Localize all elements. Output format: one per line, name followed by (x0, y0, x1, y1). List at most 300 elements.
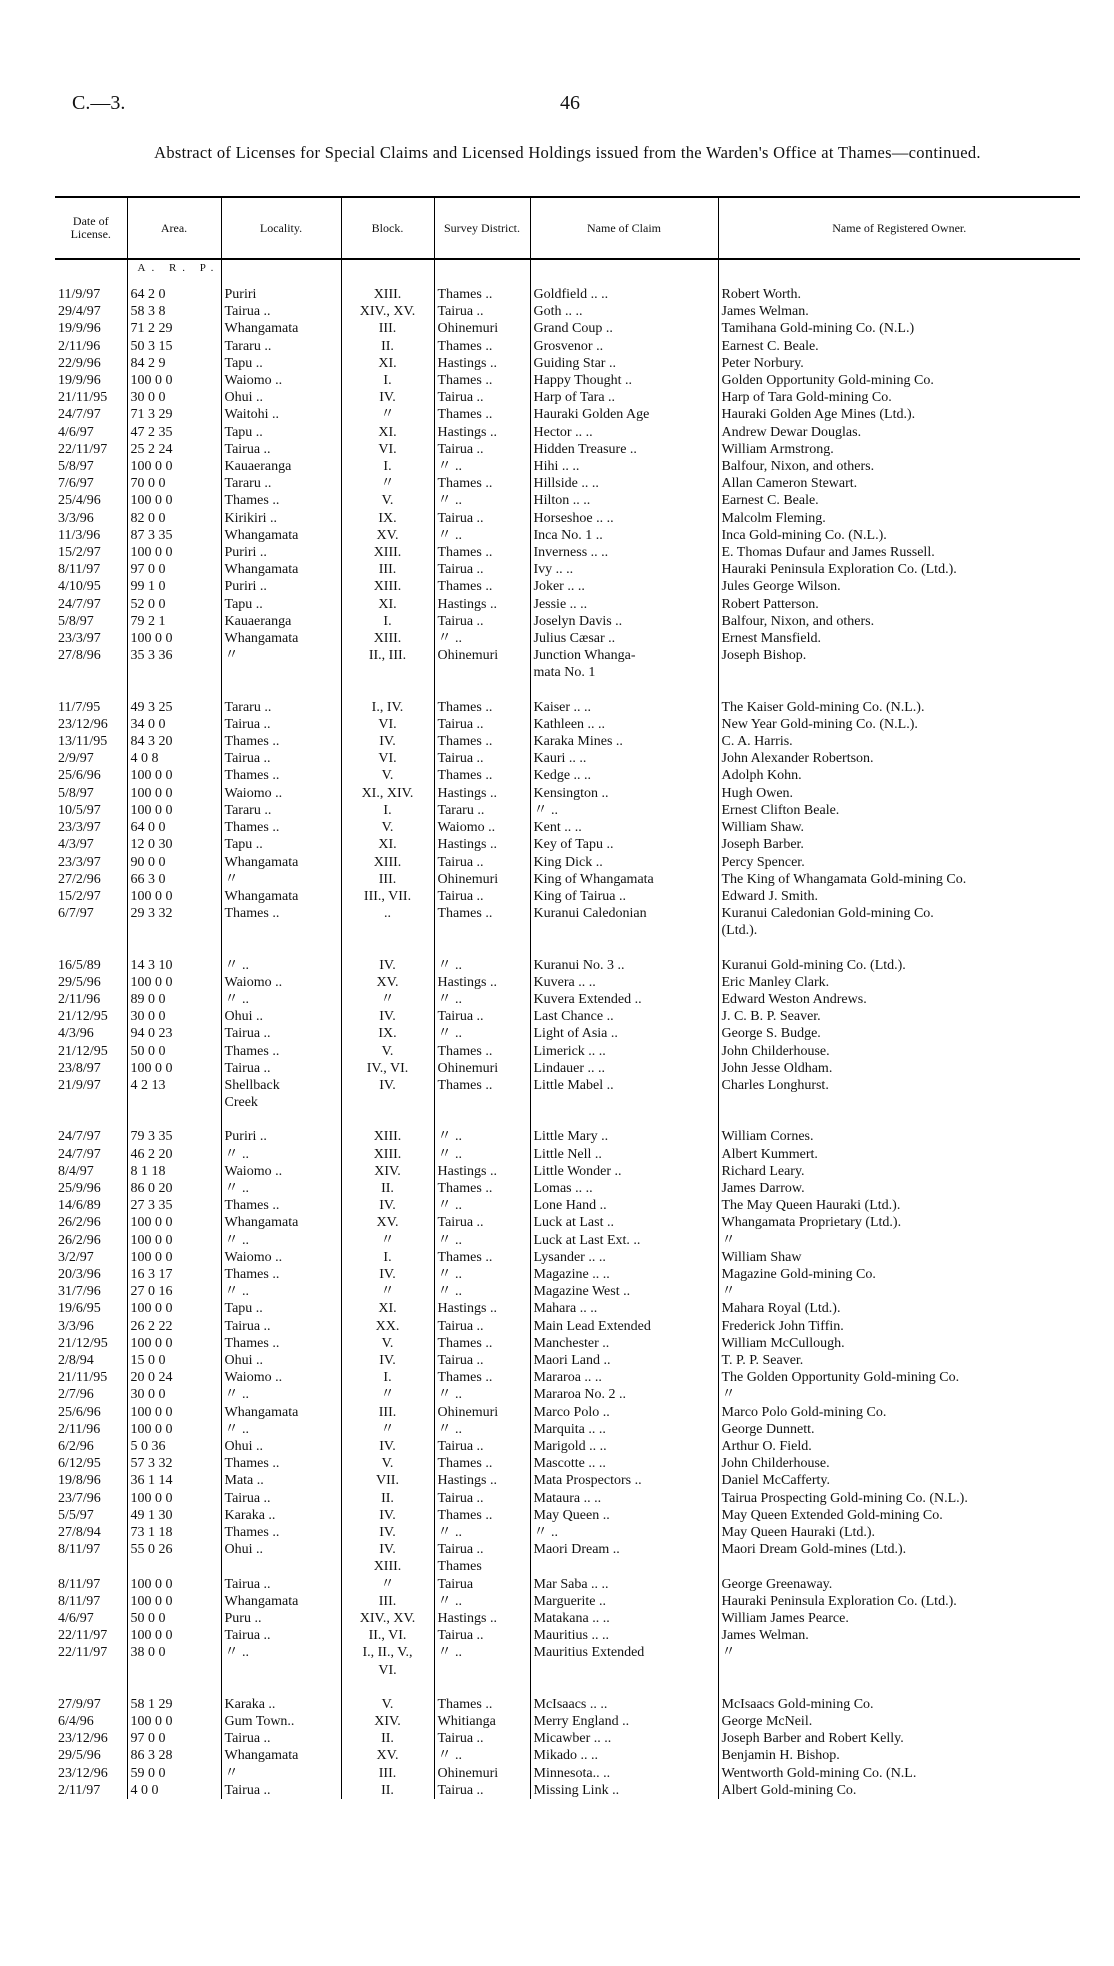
table-row (55, 475, 1080, 492)
locality-cell: Waiomo .. (221, 785, 341, 802)
license-date-cell: 23/3/97 (55, 854, 127, 871)
survey-district-cell: 〃 .. (434, 991, 530, 1008)
locality-cell (221, 682, 341, 699)
registered-owner-cell: Balfour, Nixon, and others. (721, 613, 875, 629)
area-cell (127, 1558, 221, 1575)
claim-name-cell: Inca No. 1 .. (530, 527, 718, 544)
area-cell: 100 0 0 (127, 1249, 221, 1266)
license-date-cell: 25/6/96 (55, 1404, 127, 1421)
table-row (55, 1369, 1080, 1386)
survey-district-cell: Tairua .. (434, 1782, 530, 1799)
registered-owner-cell: Albert Gold-mining Co. (721, 1782, 857, 1798)
locality-cell: Thames .. (221, 1524, 341, 1541)
locality-cell: Whangamata (221, 1747, 341, 1764)
registered-owner-cell: Balfour, Nixon, and others. (721, 459, 875, 475)
registered-owner-cell (718, 1679, 1080, 1696)
claim-name-cell: Hillside .. .. (530, 475, 718, 492)
area-cell: 84 2 9 (127, 355, 221, 372)
claim-name-cell: Manchester .. (530, 1335, 718, 1352)
registered-owner-cell: C. A. Harris. (721, 734, 793, 750)
claim-name-cell (530, 922, 718, 939)
survey-district-cell: Tairua .. (434, 1318, 530, 1335)
table-row (55, 1111, 1080, 1128)
area-cell: 70 0 0 (127, 475, 221, 492)
registered-owner-cell: Mahara Royal (Ltd.). (721, 1301, 841, 1317)
survey-district-cell: Hastings .. (434, 1300, 530, 1317)
table-row (55, 1696, 1080, 1713)
license-date-cell: 29/5/96 (55, 1747, 127, 1764)
area-cell: 100 0 0 (127, 1713, 221, 1730)
survey-district-cell: Hastings .. (434, 1610, 530, 1627)
locality-cell: Thames .. (221, 1455, 341, 1472)
license-date-cell: 8/11/97 (55, 1593, 127, 1610)
block-cell: VI. (341, 716, 434, 733)
area-cell: 79 2 1 (127, 613, 221, 630)
license-date-cell: 15/2/97 (55, 888, 127, 905)
license-date-cell: 26/2/96 (55, 1232, 127, 1249)
block-cell: V. (341, 1043, 434, 1060)
area-cell: 100 0 0 (127, 1593, 221, 1610)
claim-name-cell: Minnesota.. .. (530, 1765, 718, 1782)
block-cell: XV. (341, 527, 434, 544)
locality-cell: Tairua .. (221, 1490, 341, 1507)
registered-owner-cell: George McNeil. (721, 1714, 813, 1730)
table-row (55, 458, 1080, 475)
area-cell: 58 3 8 (127, 303, 221, 320)
locality-cell: Ohui .. (221, 1541, 341, 1558)
registered-owner-cell: James Darrow. (721, 1180, 805, 1196)
area-cell: 100 0 0 (127, 630, 221, 647)
table-row (55, 1146, 1080, 1163)
locality-cell: Waitohi .. (221, 406, 341, 423)
area-cell: 71 3 29 (127, 406, 221, 423)
license-date-cell: 15/2/97 (55, 544, 127, 561)
locality-cell (221, 922, 341, 939)
license-date-cell: 25/4/96 (55, 492, 127, 509)
table-row (55, 1335, 1080, 1352)
area-cell: 87 3 35 (127, 527, 221, 544)
registered-owner-cell (718, 1111, 1080, 1128)
claim-name-cell: Magazine West .. (530, 1283, 718, 1300)
table-row (55, 1576, 1080, 1593)
column-header-locality: Locality. (221, 197, 341, 259)
survey-district-cell (434, 1111, 530, 1128)
block-cell: 〃 (341, 1386, 434, 1403)
locality-cell: Tararu .. (221, 699, 341, 716)
table-row (55, 716, 1080, 733)
area-cell: 100 0 0 (127, 1232, 221, 1249)
claim-name-cell: Marquita .. .. (530, 1421, 718, 1438)
registered-owner-cell: Kuranui Gold-mining Co. (Ltd.). (721, 957, 906, 973)
area-cell: 86 0 20 (127, 1180, 221, 1197)
claim-name-cell: Mahara .. .. (530, 1300, 718, 1317)
claim-name-cell: Little Mary .. (530, 1128, 718, 1145)
area-cell: 84 3 20 (127, 733, 221, 750)
license-date-cell (55, 1094, 127, 1111)
claim-name-cell (530, 1679, 718, 1696)
survey-district-cell: 〃 .. (434, 1266, 530, 1283)
area-cell: 100 0 0 (127, 1576, 221, 1593)
table-row (55, 1163, 1080, 1180)
claim-name-cell: Kuranui No. 3 .. (530, 957, 718, 974)
area-cell: 30 0 0 (127, 1008, 221, 1025)
survey-district-cell: Tairua .. (434, 1214, 530, 1231)
license-date-cell: 3/2/97 (55, 1249, 127, 1266)
area-cell: 66 3 0 (127, 871, 221, 888)
survey-district-cell: Tairua .. (434, 1008, 530, 1025)
locality-cell: Thames .. (221, 1197, 341, 1214)
table-row (55, 544, 1080, 561)
registered-owner-cell: May Queen Hauraki (Ltd.). (721, 1525, 876, 1541)
survey-district-cell: Thames .. (434, 372, 530, 389)
block-cell: IV. (341, 1352, 434, 1369)
registered-owner-cell: John Childerhouse. (721, 1043, 830, 1059)
block-cell: XI. (341, 836, 434, 853)
license-date-cell: 23/12/96 (55, 1730, 127, 1747)
block-cell: I. (341, 613, 434, 630)
license-date-cell: 26/2/96 (55, 1214, 127, 1231)
registered-owner-cell: Charles Longhurst. (721, 1077, 829, 1093)
claim-name-cell: Lindauer .. .. (530, 1060, 718, 1077)
table-row (55, 1386, 1080, 1403)
survey-district-cell: Tairua .. (434, 1490, 530, 1507)
license-date-cell: 11/9/97 (55, 286, 127, 303)
claim-name-cell: Lone Hand .. (530, 1197, 718, 1214)
registered-owner-cell: 〃 (721, 1645, 736, 1661)
column-header-area: Area. (127, 197, 221, 259)
area-cell: 55 0 26 (127, 1541, 221, 1558)
registered-owner-cell: Hauraki Peninsula Exploration Co. (Ltd.). (721, 562, 957, 578)
area-cell: 71 2 29 (127, 320, 221, 337)
locality-cell: Thames .. (221, 1266, 341, 1283)
area-cell (127, 1679, 221, 1696)
area-cell: 30 0 0 (127, 389, 221, 406)
block-cell: XIII. (341, 1128, 434, 1145)
locality-cell: Puriri .. (221, 1128, 341, 1145)
block-cell: XX. (341, 1318, 434, 1335)
claim-name-cell (530, 1662, 718, 1679)
claim-name-cell: Limerick .. .. (530, 1043, 718, 1060)
survey-district-cell: 〃 .. (434, 1421, 530, 1438)
area-cell: 50 0 0 (127, 1610, 221, 1627)
license-date-cell: 24/7/97 (55, 1146, 127, 1163)
survey-district-cell (434, 922, 530, 939)
claim-name-cell: Kuranui Caledonian (530, 905, 718, 922)
license-date-cell: 22/11/97 (55, 441, 127, 458)
license-date-cell (55, 1111, 127, 1128)
locality-cell: Tapu .. (221, 1300, 341, 1317)
survey-district-cell: 〃 .. (434, 957, 530, 974)
registered-owner-cell: Adolph Kohn. (721, 768, 802, 784)
table-row (55, 1043, 1080, 1060)
survey-district-cell: Thames .. (434, 578, 530, 595)
area-cell (127, 940, 221, 957)
claim-name-cell: Marco Polo .. (530, 1404, 718, 1421)
registered-owner-cell: J. C. B. P. Seaver. (721, 1009, 821, 1025)
license-date-cell: 4/6/97 (55, 1610, 127, 1627)
registered-owner-cell: Eric Manley Clark. (721, 974, 830, 990)
survey-district-cell: 〃 .. (434, 1283, 530, 1300)
block-cell: 〃 (341, 991, 434, 1008)
block-cell: IX. (341, 1025, 434, 1042)
survey-district-cell: Thames .. (434, 1369, 530, 1386)
block-cell: VII. (341, 1472, 434, 1489)
claim-name-cell: Horseshoe .. .. (530, 510, 718, 527)
survey-district-cell: 〃 .. (434, 1524, 530, 1541)
table-row (55, 1558, 1080, 1575)
registered-owner-cell: Malcolm Fleming. (721, 510, 826, 526)
claim-name-cell: Matakana .. .. (530, 1610, 718, 1627)
locality-cell: Waiomo .. (221, 1163, 341, 1180)
table-row (55, 1662, 1080, 1679)
claim-name-cell: Marigold .. .. (530, 1438, 718, 1455)
table-row (55, 630, 1080, 647)
survey-district-cell: Thames .. (434, 733, 530, 750)
survey-district-cell: Tairua .. (434, 613, 530, 630)
claim-name-cell: Julius Cæsar .. (530, 630, 718, 647)
area-cell: 59 0 0 (127, 1765, 221, 1782)
document-code: C.—3. (72, 92, 126, 114)
area-cell: 100 0 0 (127, 544, 221, 561)
locality-cell (221, 664, 341, 681)
block-cell: XIV. (341, 1713, 434, 1730)
claim-name-cell: Karaka Mines .. (530, 733, 718, 750)
locality-cell: Whangamata (221, 320, 341, 337)
license-date-cell: 27/2/96 (55, 871, 127, 888)
license-date-cell: 6/4/96 (55, 1713, 127, 1730)
registered-owner-cell: Ernest Mansfield. (721, 631, 822, 647)
area-cell: 86 3 28 (127, 1747, 221, 1764)
claim-name-cell: Hauraki Golden Age (530, 406, 718, 423)
registered-owner-cell: George S. Budge. (721, 1026, 821, 1042)
area-cell: 25 2 24 (127, 441, 221, 458)
locality-cell: Ohui .. (221, 389, 341, 406)
table-row (55, 320, 1080, 337)
license-date-cell: 8/11/97 (55, 1576, 127, 1593)
license-date-cell: 21/9/97 (55, 1077, 127, 1094)
block-cell (341, 1094, 434, 1111)
registered-owner-cell: Hauraki Golden Age Mines (Ltd.). (721, 407, 916, 423)
locality-cell (221, 1662, 341, 1679)
table-row (55, 510, 1080, 527)
registered-owner-cell (718, 1662, 1080, 1679)
block-cell: XI. (341, 355, 434, 372)
locality-cell: Whangamata (221, 1593, 341, 1610)
registered-owner-cell: Hauraki Peninsula Exploration Co. (Ltd.). (721, 1593, 957, 1609)
survey-district-cell: Ohinemuri (434, 320, 530, 337)
block-cell (341, 940, 434, 957)
block-cell: XV. (341, 1214, 434, 1231)
block-cell: III. (341, 1765, 434, 1782)
registered-owner-cell: E. Thomas Dufaur and James Russell. (721, 545, 935, 561)
block-cell: V. (341, 1335, 434, 1352)
block-cell (341, 922, 434, 939)
claim-name-cell: Lysander .. .. (530, 1249, 718, 1266)
table-row (55, 1765, 1080, 1782)
block-cell: XIV., XV. (341, 303, 434, 320)
area-cell: 79 3 35 (127, 1128, 221, 1145)
area-cell: 64 0 0 (127, 819, 221, 836)
license-date-cell: 23/12/96 (55, 1765, 127, 1782)
area-cell: 100 0 0 (127, 1060, 221, 1077)
area-cell: 82 0 0 (127, 510, 221, 527)
block-cell: V. (341, 767, 434, 784)
table-row (55, 1713, 1080, 1730)
license-date-cell: 4/3/97 (55, 836, 127, 853)
claim-name-cell: 〃 .. (530, 802, 718, 819)
license-date-cell: 5/8/97 (55, 613, 127, 630)
license-date-cell (55, 1558, 127, 1575)
survey-district-cell: Waiomo .. (434, 819, 530, 836)
table-header (55, 197, 1080, 259)
claim-name-cell: King of Tairua .. (530, 888, 718, 905)
block-cell: III. (341, 320, 434, 337)
table-row (55, 836, 1080, 853)
locality-cell: Kauaeranga (221, 458, 341, 475)
block-cell: I. (341, 802, 434, 819)
claim-name-cell: Mararoa No. 2 .. (530, 1386, 718, 1403)
survey-district-cell: Hastings .. (434, 596, 530, 613)
registered-owner-cell: William Shaw (721, 1249, 802, 1265)
claim-name-cell: Joselyn Davis .. (530, 613, 718, 630)
license-date-cell: 2/11/96 (55, 1421, 127, 1438)
license-date-cell: 21/12/95 (55, 1008, 127, 1025)
locality-cell: Tairua .. (221, 1730, 341, 1747)
area-cell: 100 0 0 (127, 458, 221, 475)
block-cell: XIII. (341, 286, 434, 303)
block-cell: XIII. (341, 544, 434, 561)
claim-name-cell: Lomas .. .. (530, 1180, 718, 1197)
locality-cell: 〃 (221, 871, 341, 888)
license-date-cell: 11/7/95 (55, 699, 127, 716)
registered-owner-cell: Richard Leary. (721, 1163, 805, 1179)
table-row (55, 1610, 1080, 1627)
block-cell: 〃 (341, 406, 434, 423)
area-cell: 14 3 10 (127, 957, 221, 974)
area-cell: 12 0 30 (127, 836, 221, 853)
table-row (55, 1077, 1080, 1094)
license-date-cell: 2/7/96 (55, 1386, 127, 1403)
survey-district-cell: Thames .. (434, 1180, 530, 1197)
registered-owner-cell: John Jesse Oldham. (721, 1060, 833, 1076)
locality-cell: Kauaeranga (221, 613, 341, 630)
table-row (55, 1438, 1080, 1455)
locality-cell: Shellback (221, 1077, 341, 1094)
registered-owner-cell: Frederick John Tiffin. (721, 1318, 844, 1334)
survey-district-cell: Tairua (434, 1576, 530, 1593)
claim-name-cell: Ivy .. .. (530, 561, 718, 578)
registered-owner-cell (718, 1094, 1080, 1111)
area-cell: 57 3 32 (127, 1455, 221, 1472)
license-date-cell: 4/10/95 (55, 578, 127, 595)
table-row (55, 1352, 1080, 1369)
license-date-cell: 5/5/97 (55, 1507, 127, 1524)
registered-owner-cell (718, 1558, 1080, 1575)
license-date-cell: 27/8/96 (55, 647, 127, 664)
area-cell: 50 0 0 (127, 1043, 221, 1060)
block-cell: VI. (341, 750, 434, 767)
block-cell: XV. (341, 1747, 434, 1764)
block-cell: XI. (341, 596, 434, 613)
locality-cell: Whangamata (221, 854, 341, 871)
table-row (55, 682, 1080, 699)
locality-cell: 〃 (221, 647, 341, 664)
claim-name-cell: Little Nell .. (530, 1146, 718, 1163)
table-row (55, 1128, 1080, 1145)
license-date-cell: 6/7/97 (55, 905, 127, 922)
block-cell: II. (341, 1730, 434, 1747)
area-cell: 5 0 36 (127, 1438, 221, 1455)
block-cell: I. (341, 1369, 434, 1386)
block-cell: XI. (341, 1300, 434, 1317)
table-row (55, 1232, 1080, 1249)
table-row (55, 1008, 1080, 1025)
area-cell: 16 3 17 (127, 1266, 221, 1283)
table-row (55, 1730, 1080, 1747)
table-row (55, 750, 1080, 767)
table-row (55, 922, 1080, 939)
claim-name-cell: Hidden Treasure .. (530, 441, 718, 458)
block-cell (341, 1111, 434, 1128)
area-cell: 97 0 0 (127, 1730, 221, 1747)
block-cell: I., IV. (341, 699, 434, 716)
locality-cell: 〃 .. (221, 1180, 341, 1197)
locality-cell: Tapu .. (221, 355, 341, 372)
claim-name-cell: Mascotte .. .. (530, 1455, 718, 1472)
registered-owner-cell: McIsaacs Gold-mining Co. (721, 1696, 874, 1712)
registered-owner-cell: Benjamin H. Bishop. (721, 1748, 840, 1764)
locality-cell: Tairua .. (221, 303, 341, 320)
block-cell: IV. (341, 1197, 434, 1214)
table-row (55, 338, 1080, 355)
registered-owner-cell (718, 664, 1080, 681)
registered-owner-cell: Tairua Prospecting Gold-mining Co. (N.L.). (721, 1490, 968, 1506)
survey-district-cell: Hastings .. (434, 355, 530, 372)
table-row (55, 905, 1080, 922)
claim-name-cell: Little Wonder .. (530, 1163, 718, 1180)
license-date-cell: 25/6/96 (55, 767, 127, 784)
locality-cell: Thames .. (221, 1335, 341, 1352)
claim-name-cell (530, 940, 718, 957)
block-cell: XV. (341, 974, 434, 991)
claim-name-cell: Guiding Star .. (530, 355, 718, 372)
locality-cell: Thames .. (221, 492, 341, 509)
locality-cell: Tapu .. (221, 424, 341, 441)
claim-name-cell: King Dick .. (530, 854, 718, 871)
area-cell: 26 2 22 (127, 1318, 221, 1335)
locality-cell: Tairua .. (221, 1576, 341, 1593)
license-date-cell: 2/9/97 (55, 750, 127, 767)
locality-cell: Tairua .. (221, 1627, 341, 1644)
block-cell: .. (341, 905, 434, 922)
license-date-cell: 5/8/97 (55, 785, 127, 802)
registered-owner-cell: Tamihana Gold-mining Co. (N.L.) (721, 321, 915, 337)
block-cell: III. (341, 1593, 434, 1610)
registered-owner-cell: Inca Gold-mining Co. (N.L.). (721, 527, 887, 543)
table-row (55, 940, 1080, 957)
page-title: Abstract of Licenses for Special Claims and Licensed Holdings issued from the Warden's Office at Thames—continued. (154, 143, 981, 162)
locality-cell (221, 1679, 341, 1696)
area-cell: 34 0 0 (127, 716, 221, 733)
license-date-cell: 23/7/96 (55, 1490, 127, 1507)
locality-cell: Puriri .. (221, 578, 341, 595)
survey-district-cell: Hastings .. (434, 785, 530, 802)
claim-name-cell: mata No. 1 (530, 664, 718, 681)
locality-cell: Whangamata (221, 888, 341, 905)
license-date-cell: 8/4/97 (55, 1163, 127, 1180)
table-row (55, 785, 1080, 802)
locality-cell: Tapu .. (221, 836, 341, 853)
